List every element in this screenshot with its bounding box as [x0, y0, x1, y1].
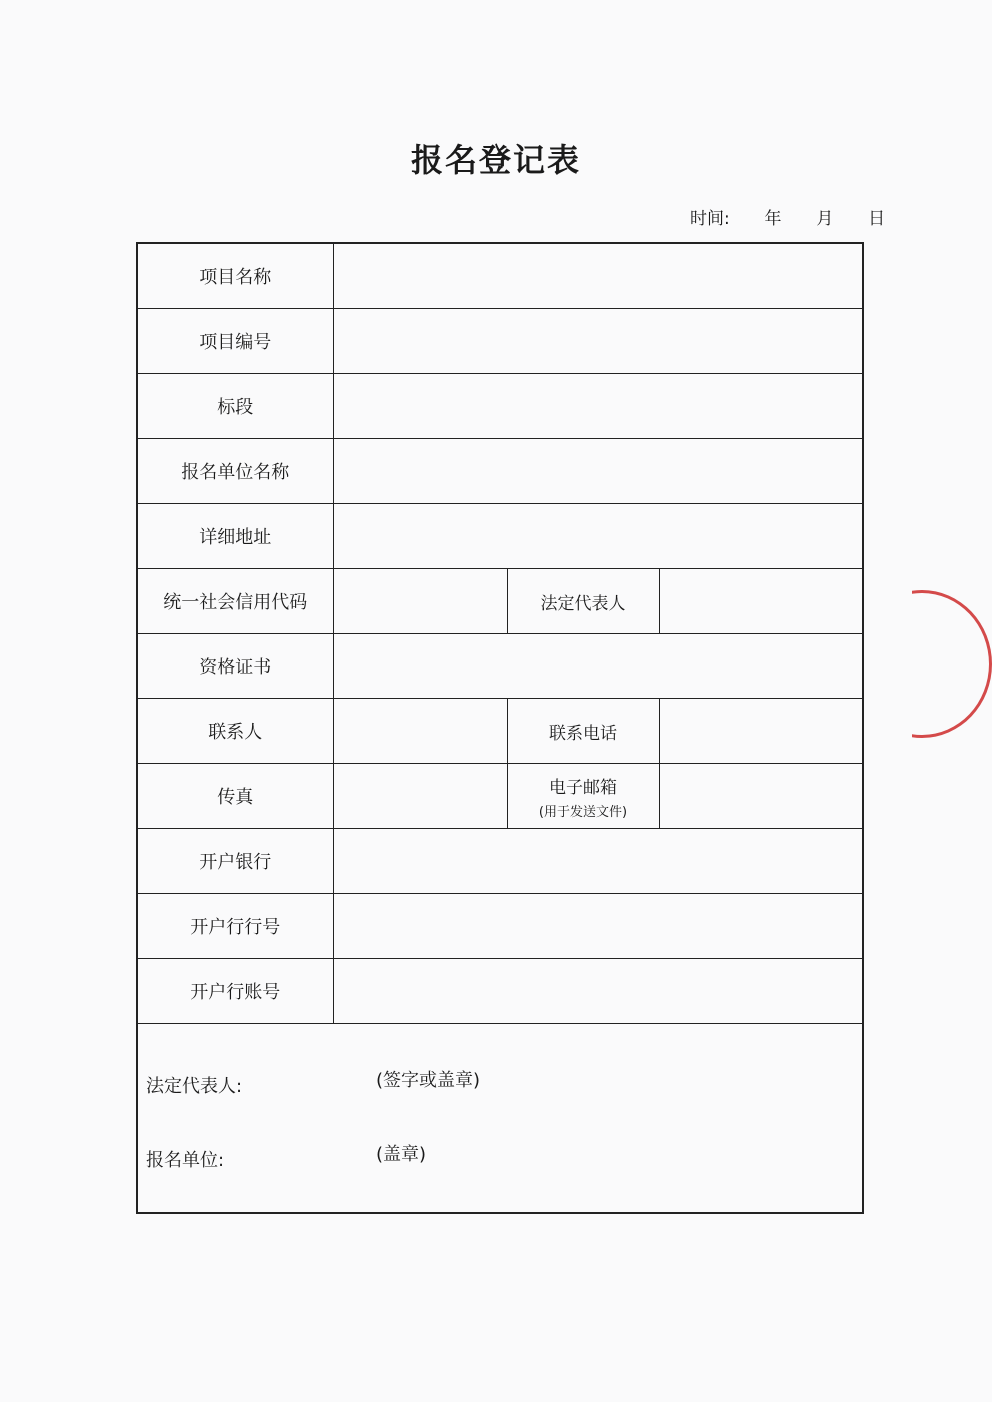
legal-rep-label: 法定代表人: [507, 569, 659, 634]
bank-account-field[interactable]: [333, 959, 863, 1024]
address-field[interactable]: [333, 504, 863, 569]
table-row: [137, 439, 863, 504]
date-year: 年: [764, 209, 782, 229]
credit-code-label: 统一社会信用代码: [137, 569, 333, 634]
unit-sign-row: [146, 1144, 427, 1172]
bank-label: 开户银行: [137, 829, 333, 894]
bank-field[interactable]: [333, 829, 863, 894]
address-label: 详细地址: [137, 504, 333, 569]
phone-label: 联系电话: [507, 699, 659, 764]
legal-rep-sign-row: [146, 1070, 481, 1098]
table-row: [137, 699, 863, 764]
table-row: [137, 959, 863, 1024]
table-row: [137, 243, 863, 309]
applicant-label: 报名单位名称: [137, 439, 333, 504]
applicant-field[interactable]: [333, 439, 863, 504]
unit-sign-hint: (盖章): [376, 1144, 427, 1165]
qualification-field[interactable]: [333, 634, 863, 699]
fax-label: 传真: [137, 764, 333, 829]
section-label: 标段: [137, 374, 333, 439]
registration-table: [136, 242, 864, 1214]
table-row: [137, 504, 863, 569]
project-name-label: 项目名称: [137, 243, 333, 309]
bank-code-label: 开户行行号: [137, 894, 333, 959]
table-row: [137, 374, 863, 439]
bank-account-label: 开户行账号: [137, 959, 333, 1024]
legal-rep-sign-label: 法定代表人:: [146, 1076, 243, 1097]
table-row: [137, 829, 863, 894]
page-title: 报名登记表: [410, 141, 581, 179]
table-row: [137, 1024, 863, 1214]
date-line: [690, 204, 885, 229]
contact-field[interactable]: [333, 699, 507, 764]
table-row: [137, 634, 863, 699]
email-label-cell: [507, 764, 659, 829]
table-row: [137, 309, 863, 374]
phone-field[interactable]: [659, 699, 863, 764]
email-note: (用于发送文件): [538, 804, 628, 820]
fax-field[interactable]: [333, 764, 507, 829]
email-field[interactable]: [659, 764, 863, 829]
section-field[interactable]: [333, 374, 863, 439]
project-no-field[interactable]: [333, 309, 863, 374]
project-no-label: 项目编号: [137, 309, 333, 374]
legal-rep-sign-hint: (签字或盖章): [376, 1070, 481, 1091]
date-label: 时间:: [690, 209, 730, 229]
table-row: [137, 569, 863, 634]
unit-sign-label: 报名单位:: [146, 1150, 225, 1171]
date-month: 月: [816, 209, 834, 229]
signature-area[interactable]: [137, 1024, 863, 1214]
project-name-field[interactable]: [333, 243, 863, 309]
table-row: [137, 894, 863, 959]
date-day: 日: [868, 209, 886, 229]
qualification-label: 资格证书: [137, 634, 333, 699]
bank-code-field[interactable]: [333, 894, 863, 959]
seal-ring: [912, 590, 992, 738]
email-label: 电子邮箱: [549, 777, 617, 798]
contact-label: 联系人: [137, 699, 333, 764]
credit-code-field[interactable]: [333, 569, 507, 634]
red-seal-stamp: [912, 590, 992, 740]
legal-rep-field[interactable]: [659, 569, 863, 634]
table-row: [137, 764, 863, 829]
